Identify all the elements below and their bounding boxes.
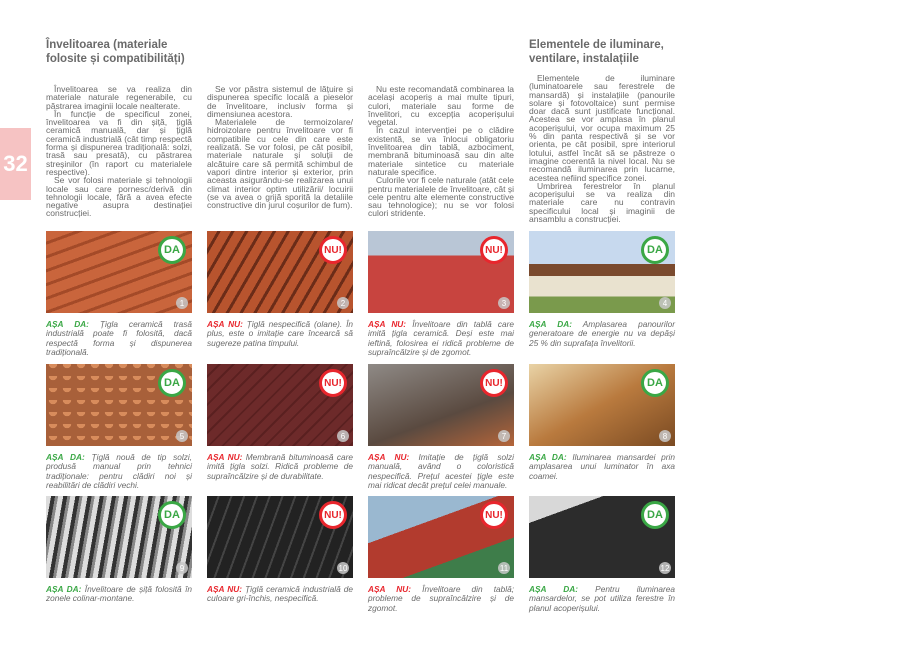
photo-caption — [368, 453, 514, 490]
photo-caption — [207, 585, 353, 604]
photo-number: 9 — [176, 562, 188, 574]
caption-label: AȘA NU: — [207, 319, 243, 329]
caption-label: AȘA DA: — [529, 452, 567, 462]
caption-text: Pentru iluminarea mansardelor, se pot utiliza ferestre în planul acoperișului. — [529, 584, 675, 613]
photo-caption — [368, 585, 514, 613]
caption-label: AȘA NU: — [368, 584, 412, 594]
caption-text: Imitație de țiglă solzi manuală, având o coloristică nespecifică. Prețul acestei țigle este mai ridicat decât prețul celei manuale. — [368, 452, 514, 490]
caption-label: AȘA DA: — [46, 452, 85, 462]
text-column-2 — [207, 85, 353, 209]
caption-text: Țiglă ceramică industrială de culoare gri-închis, nespecifică. — [207, 584, 353, 604]
da-badge: DA — [641, 369, 669, 397]
photo-number: 10 — [338, 563, 348, 573]
caption-label: AȘA DA: — [529, 584, 579, 594]
nu-badge: NU! — [319, 501, 347, 529]
photo-number: 8 — [659, 430, 671, 442]
photo-number: 1 — [176, 297, 188, 309]
photo-6 — [207, 364, 353, 446]
text-column-4 — [529, 74, 675, 223]
paragraph: Se vor păstra sistemul de lățuire și dispunerea specific locală a pieselor de învelitoare, inclusiv forma și dimensiunea acestora. — [207, 84, 353, 119]
paragraph: Elementele de iluminare (luminatoarele sau ferestrele de mansardă) și instalațiile (panourile solare și fotovoltaice) sunt permise doar dacă sunt justificate funcțional. Acestea se vor amplasa în planul acoperișului, vor ocupa maximum 25 % din panta respectivă și se vor orienta, pe cât posibil, spre interiorul lotului, astfel încât să se păstreze o imagine coerentă la nivel local. Nu se recomandă iluminarea prin lucarne, acestea nefiind specifice zonei. — [529, 73, 675, 183]
photo-number: 4 — [659, 297, 671, 309]
caption-label: AȘA NU: — [207, 452, 243, 462]
paragraph: Se vor folosi materiale și tehnologii locale sau care pornesc/derivă din tehnologii locale, fără a avea efecte negative asupra destinației construcției. — [46, 175, 192, 219]
caption-label: AȘA DA: — [46, 319, 89, 329]
caption-text: Membrană bituminoasă care imită țigla solzi. Ridică probleme de supraîncălzire și de durabilitate. — [207, 452, 353, 481]
photo-number: 7 — [498, 430, 510, 442]
caption-text: Învelitoare din tablă; probleme de supraîncălzire și de zgomot. — [368, 584, 515, 613]
section-title-lighting — [529, 38, 664, 66]
caption-label: AȘA NU: — [368, 452, 410, 462]
nu-badge: NU! — [480, 236, 508, 264]
photo-caption — [46, 453, 192, 490]
photo-7 — [368, 364, 514, 446]
section-title-roofing — [46, 38, 185, 66]
nu-badge: NU! — [319, 236, 347, 264]
photo-3 — [368, 231, 514, 313]
photo-number: 12 — [660, 563, 670, 573]
photo-12 — [529, 496, 675, 578]
photo-4 — [529, 231, 675, 313]
photo-caption — [529, 453, 675, 481]
nu-badge: NU! — [480, 369, 508, 397]
photo-caption — [46, 585, 192, 604]
nu-badge: NU! — [480, 501, 508, 529]
text-column-3 — [368, 85, 514, 218]
photo-caption — [207, 320, 353, 348]
photo-5 — [46, 364, 192, 446]
caption-text: Iluminarea mansardei prin amplasarea unui luminator în axa coamei. — [529, 452, 675, 481]
caption-label: AȘA DA: — [529, 319, 573, 329]
photo-8 — [529, 364, 675, 446]
caption-text: Țiglă nouă de tip solzi, produsă manual prin tehnici tradiționale: pentru clădiri noi și reabilitări de clădiri vechi. — [46, 452, 193, 490]
paragraph: Culorile vor fi cele naturale (atât cele pentru materialele de învelitoare, cât și cele pentru alte elemente constructive sau tehnologice); nu se vor folosi culori stridente. — [368, 175, 514, 219]
title-line: ventilare, instalațiile — [529, 53, 639, 65]
photo-caption — [46, 320, 192, 357]
text-column-1 — [46, 85, 192, 218]
nu-badge: NU! — [319, 369, 347, 397]
photo-caption — [368, 320, 514, 357]
da-badge: DA — [641, 501, 669, 529]
caption-text: Învelitoare din tablă care imită țigla ceramică. Deși este mai ieftină, folosirea ei ridică probleme de supraîncălzire și de zgomot. — [368, 319, 514, 357]
photo-1 — [46, 231, 192, 313]
paragraph: În cazul intervenției pe o clădire existentă, se va înlocui obligatoriu învelitoarea din tablă, azbociment, membrană bituminoasă sau din alte materiale sintetice cu materiale naturale specifice. — [368, 125, 514, 177]
photo-11 — [368, 496, 514, 578]
title-line: folosite și compatibilități) — [46, 53, 185, 65]
title-line: Elementele de iluminare, — [529, 39, 664, 51]
photo-number: 5 — [176, 430, 188, 442]
photo-caption — [529, 320, 675, 348]
photo-number: 3 — [498, 297, 510, 309]
da-badge: DA — [641, 236, 669, 264]
photo-number: 11 — [499, 563, 509, 573]
title-line: Învelitoarea (materiale — [46, 39, 168, 51]
caption-label: AȘA NU: — [207, 584, 243, 594]
photo-9 — [46, 496, 192, 578]
photo-caption — [529, 585, 675, 613]
photo-2 — [207, 231, 353, 313]
da-badge: DA — [158, 236, 186, 264]
paragraph: În funcție de specificul zonei, învelitoarea va fi din șiță, țiglă ceramică manuală, dar și țiglă ceramică industrială (cât timp respectă forma și dispunerea tradițională: solzi, trasă sau presată), cu păstrarea streșinilor (în raport cu materialele respective). — [46, 108, 192, 177]
photo-number: 2 — [337, 297, 349, 309]
caption-label: AȘA NU: — [368, 319, 407, 329]
paragraph: Învelitoarea se va realiza din materiale naturale regenerabile, cu păstrarea imaginii locale nealterate. — [46, 84, 192, 111]
paragraph: Umbrirea ferestrelor în planul acoperișului se va realiza din materiale care nu contravin specificului local și imaginii de ansamblu a construcției. — [529, 180, 675, 225]
caption-text: Țigla ceramică trasă industrială poate fi folosită, dacă respectă forma și dispunerea tradițională. — [46, 319, 193, 357]
da-badge: DA — [158, 369, 186, 397]
caption-text: Țiglă nespecifică (olane). În plus, este o imitație care încearcă să sugereze patina timpului. — [207, 319, 353, 348]
caption-text: Amplasarea panourilor generatoare de energie nu va depăși 25 % din suprafața învelitorii. — [529, 319, 675, 348]
page-number-tab: 32 — [0, 128, 31, 200]
caption-text: Învelitoare de șiță folosită în zonele colinar-montane. — [46, 584, 192, 604]
paragraph: Materialele de termoizolare/ hidroizolare pentru învelitoare vor fi compatibile cu cele din care este realizată. Se vor folosi, pe cât posibil, materiale naturale și soluții de alcătuire care să permită schimbul de vapori dintre interior și exterior, prin aceasta asigurându-se realizarea unui climat interior optim utilizării/ locuirii (se va avea o grijă sporită la detaliile constructive din jurul coșurilor de fum). — [207, 117, 353, 211]
paragraph: Nu este recomandată combinarea la același acoperiș a mai multe tipuri, culori, materiale sau forme de învelitori, cu excepția acoperișului vegetal. — [368, 84, 514, 128]
photo-caption — [207, 453, 353, 481]
da-badge: DA — [158, 501, 186, 529]
photo-number: 6 — [337, 430, 349, 442]
caption-label: AȘA DA: — [46, 584, 82, 594]
photo-10 — [207, 496, 353, 578]
